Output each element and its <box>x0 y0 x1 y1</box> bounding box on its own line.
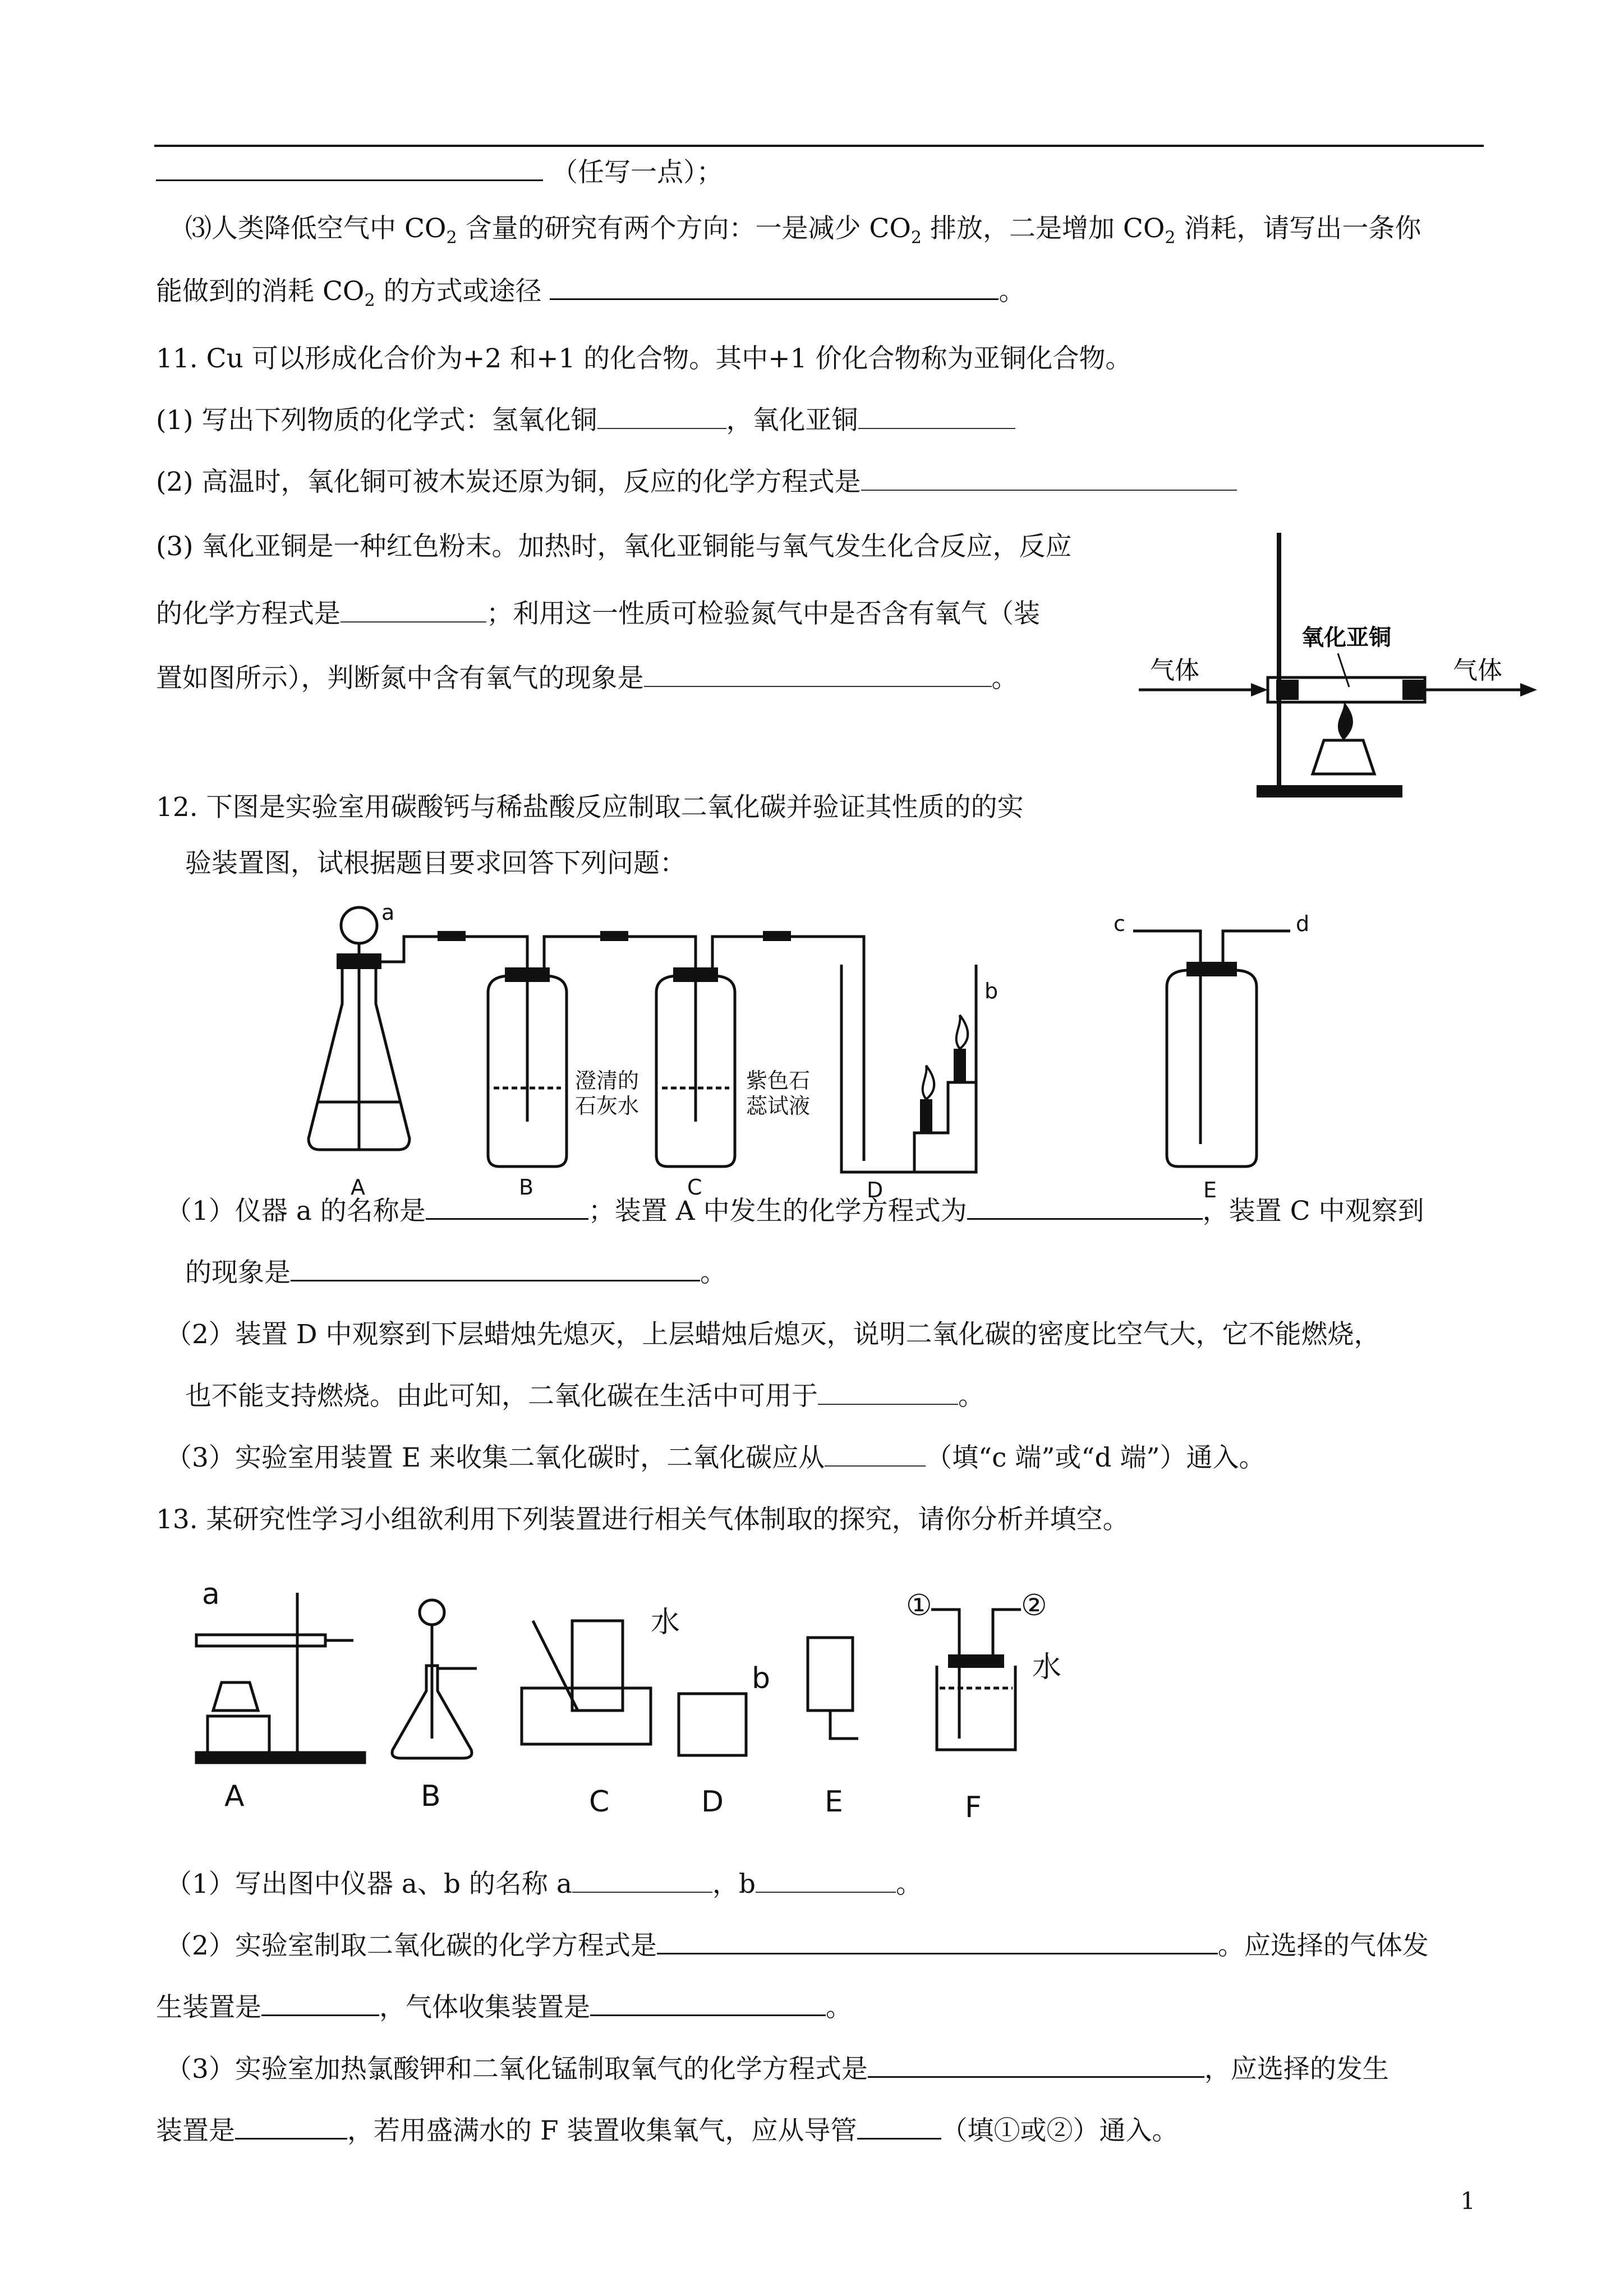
label-b: b <box>984 979 999 1003</box>
collecting-bottle-C <box>572 1621 623 1711</box>
text: （1）仪器 a 的名称是 <box>165 1196 426 1227</box>
text: 。 <box>895 1869 922 1899</box>
text: 。 <box>999 276 1025 307</box>
q10-part3-line1 <box>185 212 1421 255</box>
stopper <box>673 967 718 982</box>
water-trough <box>522 1688 651 1744</box>
answer-blank[interactable] <box>861 468 1237 491</box>
label-A: A <box>224 1779 245 1813</box>
text: 排放，二是增加 CO <box>922 213 1165 244</box>
q10-part3-line2 <box>156 275 1025 317</box>
text: 。 <box>958 1381 984 1412</box>
q13-part2-line1 <box>165 1929 1429 1963</box>
text: ，装置 C 中观察到 <box>1202 1196 1424 1227</box>
lower-candle <box>920 1099 932 1133</box>
stopper <box>948 1654 1004 1668</box>
stopper <box>1186 962 1237 976</box>
text: （1）写出图中仪器 a、b 的名称 a <box>165 1869 572 1899</box>
continuation-line <box>156 156 723 190</box>
label-D: D <box>701 1785 724 1819</box>
litmus-label: 紫色石 <box>746 1068 811 1093</box>
text: 的现象是 <box>185 1257 291 1288</box>
stopper <box>337 953 381 969</box>
tube-joint <box>763 931 791 941</box>
subscript: 2 <box>364 291 375 311</box>
stopper <box>1402 680 1425 700</box>
header-rule <box>154 145 1484 147</box>
text: ，b <box>712 1869 756 1899</box>
answer-blank[interactable] <box>644 665 992 687</box>
answer-blank[interactable] <box>858 407 1015 429</box>
test-tube-A <box>196 1635 325 1646</box>
q11-part3-line2 <box>156 597 1040 631</box>
text: ，氧化亚铜 <box>726 405 858 436</box>
tube-1 <box>931 1610 959 1660</box>
subscript: 2 <box>1165 228 1176 248</box>
flame-icon <box>923 1066 935 1099</box>
q12-part2-line2 <box>185 1380 984 1413</box>
text: （填①或②）通入。 <box>941 2115 1179 2146</box>
label-d: d <box>1296 911 1310 936</box>
q12-part3 <box>165 1441 1266 1475</box>
q13-part3-line2 <box>156 2114 1179 2148</box>
flame-icon <box>956 1015 968 1049</box>
port-2-label: ② <box>1021 1589 1047 1622</box>
flame-icon <box>1338 701 1353 740</box>
q11-part1 <box>156 404 1015 437</box>
text: (2) 高温时，氧化铜可被木炭还原为铜，反应的化学方程式是 <box>156 467 861 497</box>
label-A: A <box>351 1175 365 1200</box>
answer-blank[interactable] <box>291 1258 700 1281</box>
litmus-label: 蕊试液 <box>746 1094 811 1118</box>
text: 生装置是 <box>156 1992 261 2023</box>
label-F: F <box>965 1791 982 1824</box>
answer-blank[interactable] <box>426 1197 588 1220</box>
bottle-F <box>937 1666 1015 1750</box>
iron-stand-base <box>196 1753 365 1763</box>
q13-part3-line1 <box>165 2053 1389 2086</box>
arrow-head <box>1520 683 1537 697</box>
text: （3）实验室用装置 E 来收集二氧化碳时，二氧化碳应从 <box>165 1442 825 1473</box>
text: 也不能支持燃烧。由此可知，二氧化碳在生活中可用于 <box>185 1381 818 1412</box>
text: （3）实验室加热氯酸钾和二氧化锰制取氧气的化学方程式是 <box>165 2054 868 2085</box>
text: 装置是 <box>156 2115 235 2146</box>
answer-blank[interactable] <box>261 1993 379 2016</box>
text: 含量的研究有两个方向：一是减少 CO <box>457 213 911 244</box>
pointer-line <box>1338 653 1349 687</box>
answer-blank[interactable] <box>818 1382 958 1405</box>
cuprous-oxide-label: 氧化亚铜 <box>1301 625 1391 651</box>
tube-2 <box>993 1610 1021 1660</box>
tube-joint <box>600 931 628 941</box>
text: 的方式或途径 <box>375 276 542 307</box>
label-B: B <box>519 1175 534 1200</box>
label-C: C <box>687 1175 702 1200</box>
q13-part1 <box>165 1868 922 1901</box>
block <box>208 1716 269 1753</box>
text: ⑶人类降低空气中 CO <box>185 213 447 244</box>
alcohol-lamp <box>1313 740 1374 774</box>
answer-blank[interactable] <box>590 1993 826 2016</box>
q12-part1-line1 <box>165 1195 1424 1228</box>
tube-joint <box>438 931 466 941</box>
text: ；利用这一性质可检验氮气中是否含有氧气（装 <box>486 598 1040 629</box>
q11-part2 <box>156 465 1237 499</box>
oxygen-test-apparatus-figure <box>1128 527 1554 808</box>
water-label: 水 <box>1032 1650 1062 1684</box>
label-c: c <box>1114 911 1125 936</box>
text: 。 <box>826 1992 852 2023</box>
text: （填“c 端”或“d 端”）通入。 <box>926 1442 1266 1473</box>
q11-part3-line3 <box>156 662 1018 695</box>
delivery-tube <box>376 937 527 976</box>
text: 的化学方程式是 <box>156 598 341 629</box>
q11-part3-line1: (3) 氧化亚铜是一种红色粉末。加热时，氧化亚铜能与氧气发生化合反应，反应 <box>156 531 1072 562</box>
q12-part1-line2 <box>185 1256 726 1290</box>
answer-blank[interactable] <box>657 1931 1218 1954</box>
text: 置如图所示），判断氮中含有氧气的现象是 <box>156 663 644 694</box>
port-1-label: ① <box>906 1589 932 1622</box>
q13-part2-line2 <box>156 1991 852 2025</box>
answer-blank[interactable] <box>857 2117 941 2140</box>
limewater-label: 澄清的 <box>575 1068 640 1093</box>
hint-text: （任写一点）； <box>551 157 723 188</box>
answer-blank[interactable] <box>597 407 726 429</box>
q13-stem: 13. 某研究性学习小组欲利用下列装置进行相关气体制取的探究，请你分析并填空。 <box>156 1504 1129 1535</box>
text: ，若用盛满水的 F 装置收集氧气，应从导管 <box>347 2115 857 2146</box>
stand-base <box>1257 785 1402 797</box>
q11-stem: 11. Cu 可以形成化合价为+2 和+1 的化合物。其中+1 价化合物称为亚铜化合物。 <box>156 343 1132 374</box>
q12-part2-line1: （2）装置 D 中观察到下层蜡烛先熄灭，上层蜡烛后熄灭，说明二氧化碳的密度比空气大，它不能燃烧， <box>165 1319 1381 1350</box>
label-E: E <box>1203 1178 1217 1202</box>
alcohol-lamp <box>213 1682 258 1711</box>
label-D: D <box>867 1178 884 1202</box>
text: 消耗，请写出一条你 <box>1175 213 1421 244</box>
answer-blank[interactable] <box>825 1444 926 1467</box>
text: ，应选择的发生 <box>1204 2054 1389 2085</box>
text: 。 <box>991 663 1018 694</box>
connector-tube <box>544 937 696 976</box>
text: 能做到的消耗 CO <box>156 276 365 307</box>
label-B: B <box>421 1779 441 1813</box>
answer-blank[interactable] <box>572 1870 712 1893</box>
page-number: 1 <box>1460 2187 1475 2215</box>
arrow-head <box>1251 683 1268 697</box>
answer-blank[interactable] <box>235 2117 347 2140</box>
upper-candle <box>954 1049 966 1082</box>
water-label: 水 <box>651 1606 680 1639</box>
text: (1) 写出下列物质的化学式：氢氧化铜 <box>156 405 597 436</box>
co2-apparatus-figure <box>303 897 1324 1211</box>
label-C: C <box>589 1785 610 1819</box>
funnel-bulb <box>341 907 377 943</box>
text: ；装置 A 中发生的化学方程式为 <box>588 1196 967 1227</box>
answer-blank[interactable] <box>967 1197 1203 1220</box>
text: （2）实验室制取二氧化碳的化学方程式是 <box>165 1930 657 1961</box>
answer-blank[interactable] <box>341 600 486 623</box>
label-a: a <box>202 1578 220 1611</box>
gas-out-label: 气体 <box>1453 656 1502 685</box>
q12-stem2: 验装置图，试根据题目要求回答下列问题： <box>185 848 686 879</box>
gas-in-label: 气体 <box>1150 656 1199 685</box>
answer-blank[interactable] <box>756 1870 896 1893</box>
bottle-E <box>1167 970 1257 1167</box>
stopper <box>505 967 550 982</box>
bottle-D <box>679 1694 746 1755</box>
subscript: 2 <box>446 228 457 248</box>
label-b: b <box>752 1662 771 1695</box>
bottle-E <box>808 1638 853 1711</box>
subscript: 2 <box>910 228 922 248</box>
text: 。应选择的气体发 <box>1217 1930 1429 1961</box>
q12-stem1: 12. 下图是实验室用碳酸钙与稀盐酸反应制取二氧化碳并验证其性质的的实 <box>156 792 1024 823</box>
limewater-label: 石灰水 <box>575 1094 640 1118</box>
answer-blank[interactable] <box>156 158 543 181</box>
answer-blank[interactable] <box>550 277 999 300</box>
text: 。 <box>700 1257 726 1288</box>
label-E: E <box>825 1785 843 1819</box>
funnel-bulb <box>420 1600 444 1625</box>
text: ，气体收集装置是 <box>379 1992 590 2023</box>
answer-blank[interactable] <box>868 2055 1204 2078</box>
label-a: a <box>381 900 395 925</box>
tube-E <box>830 1711 858 1739</box>
gas-preparation-figure <box>185 1570 1251 1839</box>
